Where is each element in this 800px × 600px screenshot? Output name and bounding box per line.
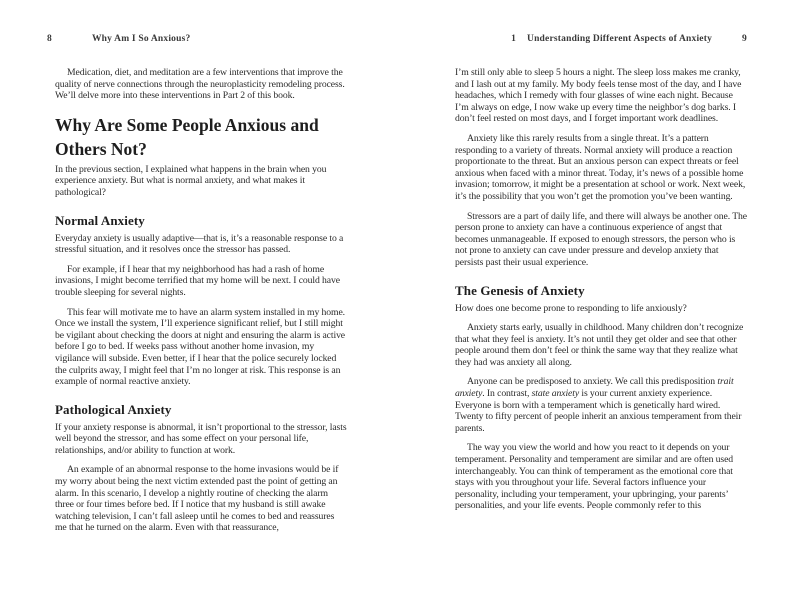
paragraph — [55, 307, 347, 388]
paragraph — [455, 442, 747, 512]
page-number-left: 8 — [47, 34, 52, 44]
italic-term: trait anxiety — [455, 376, 734, 400]
paragraph — [55, 464, 347, 534]
page-left-body — [55, 67, 347, 534]
text-run: Stressors are a part of daily life, and there will always be another one. The person prone to anxiety can have a continuous experience of angst that becomes unmanageable. If exposed to enough stressors, the person who is not prone to anxiety can cave under pressure and develop anxiety that persists past their usual experience. — [455, 210, 747, 268]
page-right-header — [455, 34, 747, 44]
running-head-left: Why Am I So Anxious? — [91, 34, 191, 44]
paragraph — [55, 67, 347, 102]
text-run: In the previous section, I explained what happens in the brain when you experience anxiety. But what is normal anxiety, and what makes it pathological? — [55, 163, 327, 198]
text-run: The Genesis of Anxiety — [455, 282, 585, 298]
text-run: Anxiety like this rarely results from a single threat. It’s a pattern responding to a variety of threats. Normal anxiety will produce a reaction proportionate to the threat. But an anxious person can expect threats or feel anxious when faced with a minor threat. Today, it’s news of a possible home invasion; tomorrow, it might be a presentation at school or work. Next week, it’s the possibility that you won’t get the promotion you’ve been wanting. — [455, 132, 746, 202]
paragraph — [55, 422, 347, 457]
running-head-right: Understanding Different Aspects of Anxiety — [527, 34, 713, 44]
italic-term: state anxiety — [531, 388, 580, 400]
paragraph — [455, 67, 747, 125]
paragraph — [55, 233, 347, 256]
text-run: This fear will motivate me to have an alarm system installed in my home. Once we install the system, I’ll experience significant relief, but I still might be vigilant about checking the doors at night and ensuring the alarm is active before I go to bed. If weeks pass without another home invasion, my vigilance will subside. Even better, if I hear that the police securely locked the culprits away, I might feel that I’m no longer at risk. This response is an example of normal reactive anxiety. — [55, 306, 346, 388]
paragraph — [455, 376, 747, 434]
text-run: How does one become prone to responding to life anxiously? — [455, 302, 687, 314]
paragraph — [455, 303, 747, 315]
paragraph — [455, 211, 747, 269]
text-run: Pathological Anxiety — [55, 401, 172, 417]
text-run: . In contrast, — [482, 388, 532, 400]
subsection-heading — [55, 402, 347, 417]
text-run: For example, if I hear that my neighborhood has had a rash of home invasions, I might become terrified that my home will be next. I could have trouble sleeping for several nights. — [55, 263, 340, 298]
text-run: If your anxiety response is abnormal, it isn’t proportional to the stressor, lasts well beyond the stressor, and has some effect on your personal life, relationships, and/or ability to function at work. — [55, 421, 347, 456]
subsection-heading — [455, 283, 747, 298]
text-run: is your current anxiety experience. Everyone is born with a temperament which is genetically hard wired. Twenty to fifty percent of people inherit an anxious temperament from their parents. — [455, 388, 742, 434]
paragraph — [55, 264, 347, 299]
text-run: Anyone can be predisposed to anxiety. We call this predisposition — [467, 376, 718, 388]
text-run: Medication, diet, and meditation are a few interventions that improve the quality of nerve connections through the neuroplasticity remodeling process. We’ll delve more into these interventions in Part 2 of this book. — [55, 67, 345, 102]
page-left-header — [47, 34, 347, 44]
text-run: The way you view the world and how you react to it depends on your temperament. Personality and temperament are similar and are often used interchangeably. You can think of temperament as the emotional core that stays with you throughout your life. Several factors influence your personality, including your temperament, your upbringing, your parents’ personalities, and your life events. People commonly refer to this — [455, 442, 734, 512]
page-right — [400, 0, 800, 600]
text-run: An example of an abnormal response to the home invasions would be if my worry about being the next victim extended past the point of getting an alarm. In this scenario, I develop a nightly routine of checking the alarm three or four times before bed. If I notice that my husband is still awake watching television, I can’t fall asleep until he comes to bed and reassures me that he turned on the alarm. Even with that reassurance, — [55, 464, 339, 534]
subsection-heading — [55, 213, 347, 228]
page-number-right: 9 — [742, 34, 747, 44]
chapter-number: 1 — [511, 34, 517, 44]
paragraph — [455, 322, 747, 368]
text-run: Why Are Some People Anxious and Others Not? — [55, 114, 319, 159]
paragraph — [55, 164, 347, 199]
page-right-body — [455, 67, 747, 512]
text-run: Everyday anxiety is usually adaptive—that is, it’s a reasonable response to a stressful situation, and it resolves once the stressor has passed. — [55, 232, 344, 256]
text-run: I’m still only able to sleep 5 hours a night. The sleep loss makes me cranky, and I lash out at my family. My body feels tense most of the day, and I have headaches, which I remedy with four glasses of wine each night. Because I’m always on edge, I now wake up every time the neighbor’s dog barks. I don’t feel rested on most days, and I forget important work deadlines. — [455, 67, 742, 125]
section-heading — [55, 113, 347, 161]
text-run: Anxiety starts early, usually in childhood. Many children don’t recognize that what they feel is anxiety. It’s not until they get older and see that other people around them don’t feel or think the same way that they realize what they had was anxiety all along. — [455, 322, 744, 368]
text-run: Normal Anxiety — [55, 212, 145, 228]
paragraph — [455, 133, 747, 203]
